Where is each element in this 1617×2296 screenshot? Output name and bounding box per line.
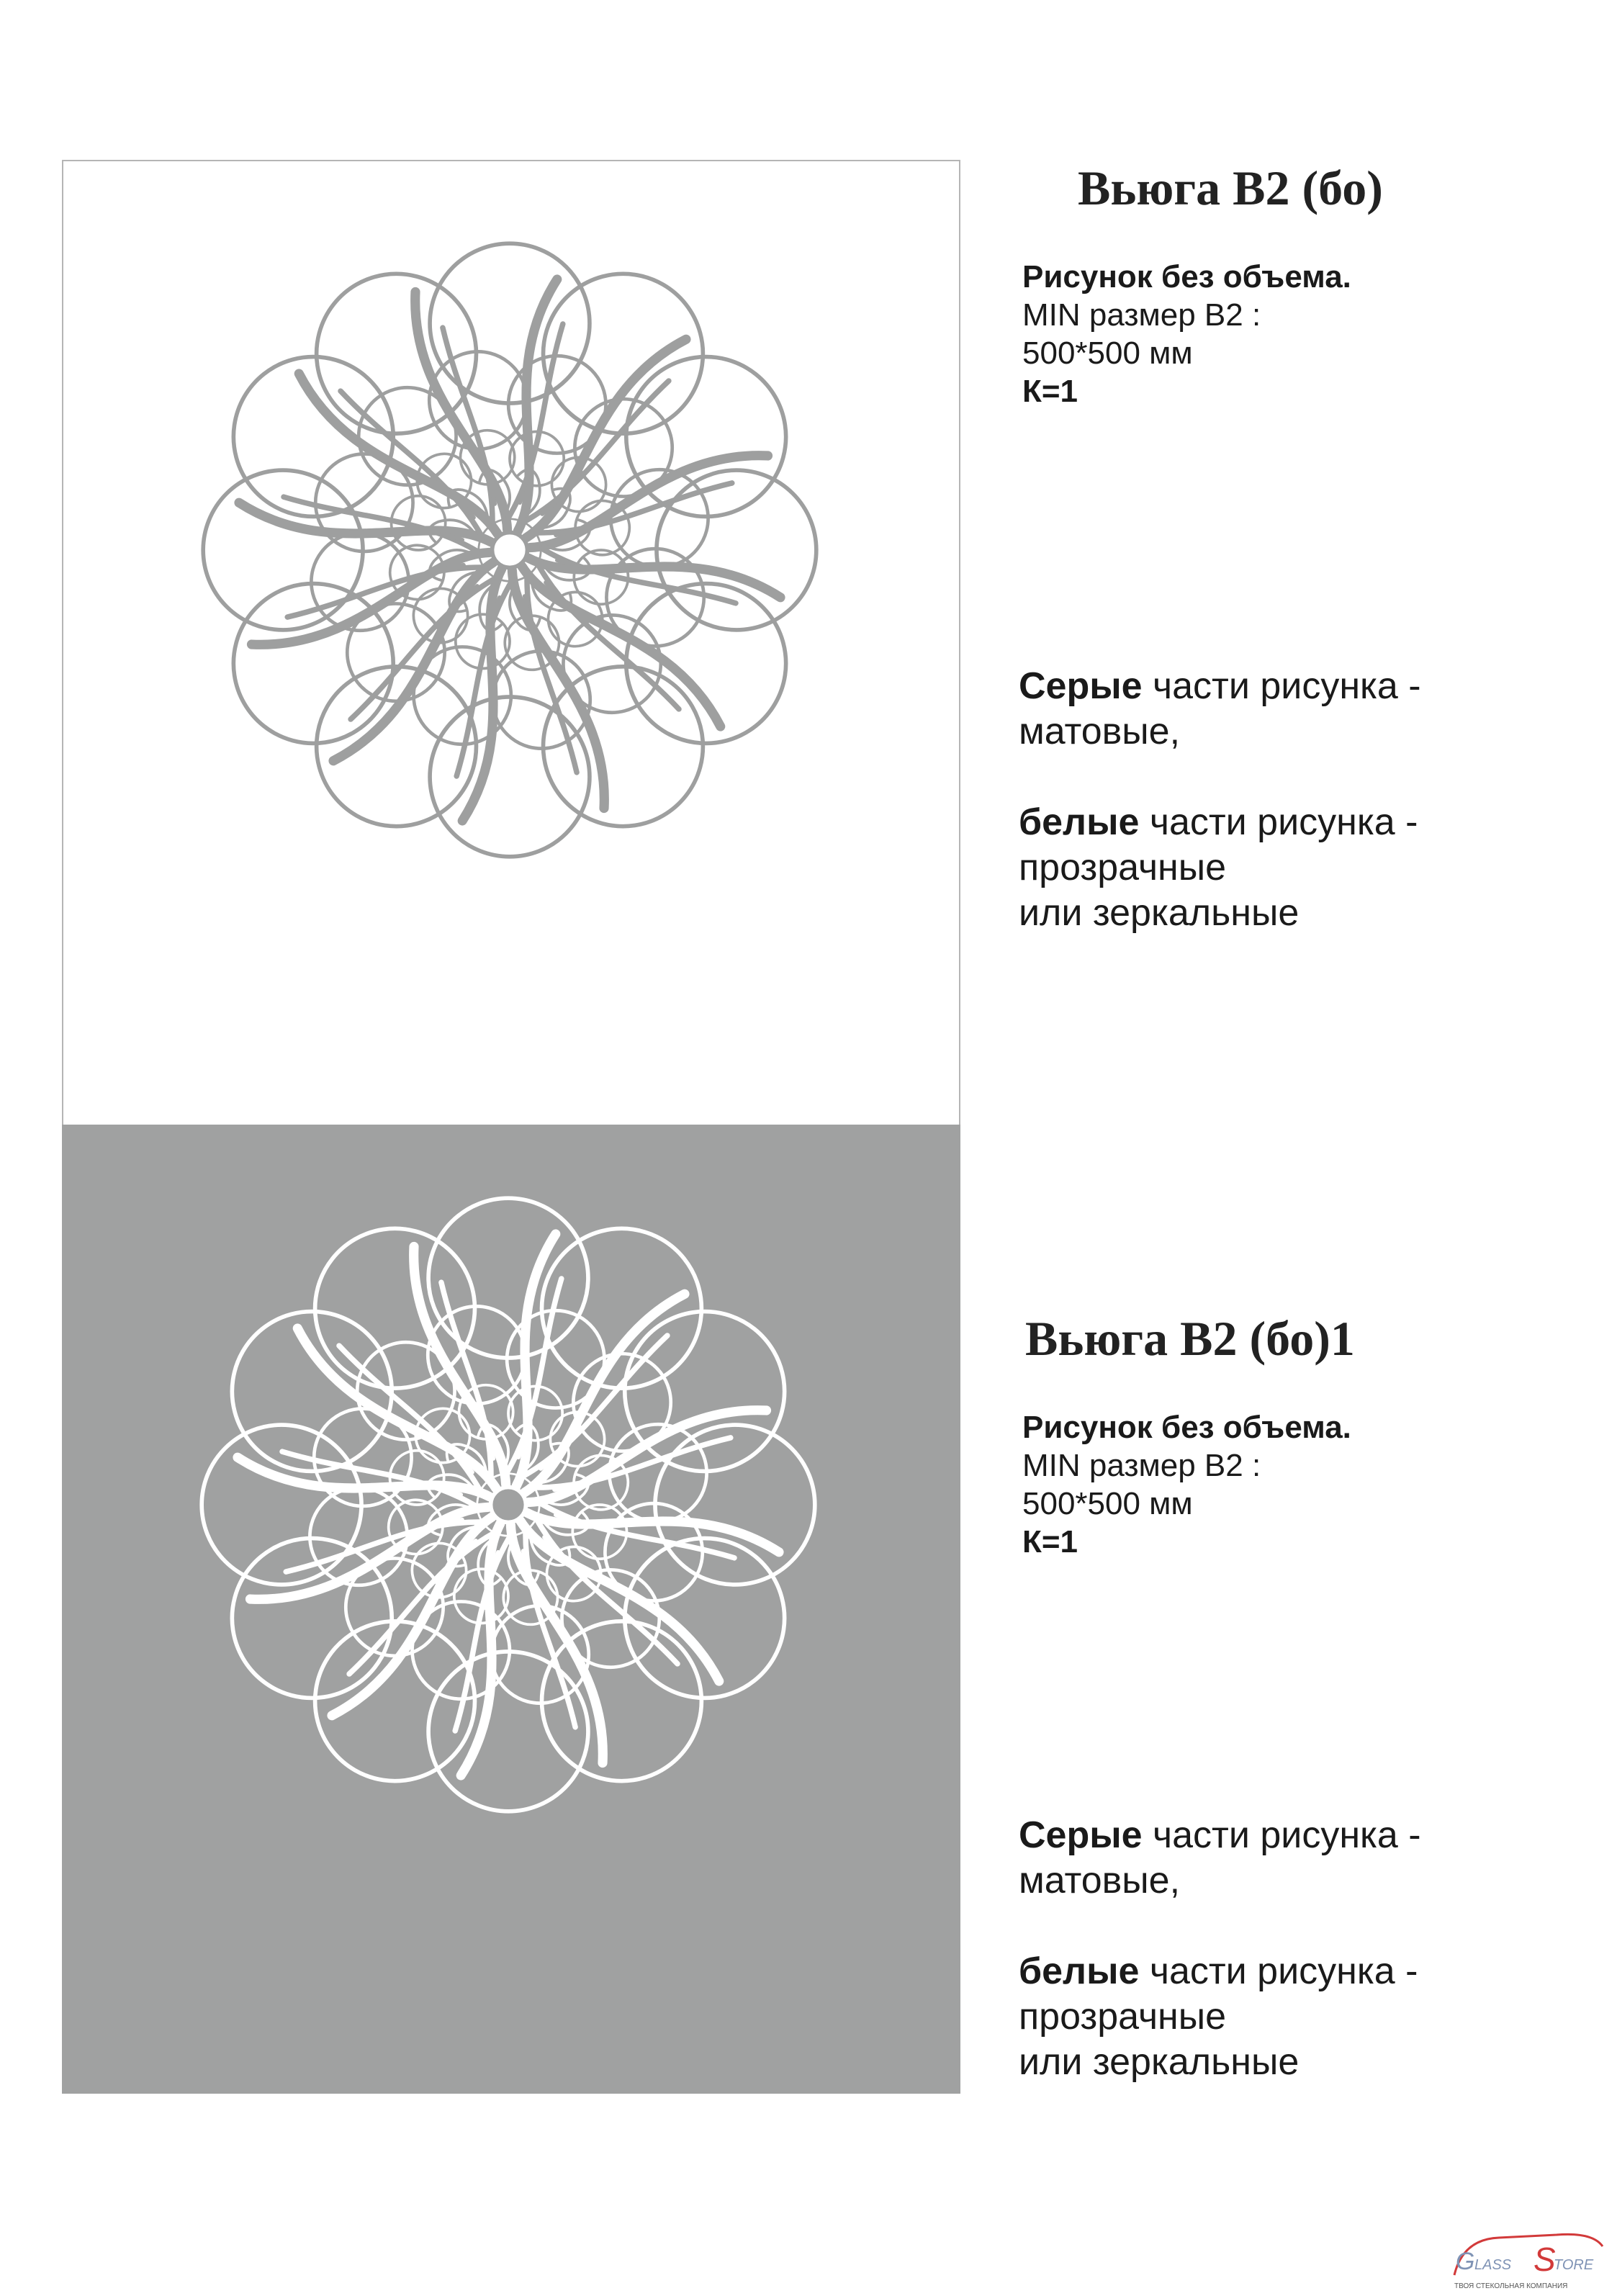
- svg-text:S: S: [1533, 2241, 1556, 2278]
- specs-heading: Рисунок без объема.: [1022, 1410, 1351, 1445]
- design-title-2: Вьюга В2 (бо)1: [1025, 1311, 1355, 1366]
- design-title: Вьюга В2 (бо): [1078, 161, 1383, 215]
- white-parts-line-3: или зеркальные: [1019, 2041, 1300, 2083]
- gray-parts-line-2: матовые,: [1019, 1860, 1181, 1901]
- svg-text:G: G: [1456, 2248, 1475, 2275]
- finish-legend: [1019, 664, 1421, 936]
- white-rest: части рисунка -: [1139, 1950, 1418, 1992]
- coefficient: К=1: [1022, 1524, 1078, 1559]
- gray-parts-line-2: матовые,: [1019, 711, 1181, 752]
- white-parts-line: [1019, 800, 1421, 845]
- min-size-label: MIN размер В2 :: [1022, 297, 1261, 333]
- gray-word: Серые: [1019, 1814, 1143, 1856]
- coefficient: К=1: [1022, 374, 1078, 409]
- svg-text:TORE: TORE: [1554, 2257, 1594, 2273]
- design-panel-bottom: [62, 1125, 960, 2094]
- svg-text:LASS: LASS: [1474, 2257, 1512, 2273]
- min-size-label: MIN размер В2 :: [1022, 1448, 1261, 1483]
- white-parts-line-2: прозрачные: [1019, 1996, 1227, 2038]
- gray-rest: части рисунка -: [1142, 665, 1421, 707]
- design-panel-top: [62, 160, 960, 1125]
- gray-rest: части рисунка -: [1142, 1814, 1421, 1856]
- white-word: белые: [1019, 801, 1140, 843]
- specs-heading: Рисунок без объема.: [1022, 259, 1351, 294]
- min-size-value: 500*500 мм: [1022, 1486, 1193, 1521]
- white-parts-line-3: или зеркальные: [1019, 892, 1300, 934]
- snowflake-rosette-pattern: [171, 212, 848, 888]
- white-parts-line-2: прозрачные: [1019, 847, 1227, 888]
- min-size-value: 500*500 мм: [1022, 336, 1193, 371]
- svg-text:ТВОЯ СТЕКОЛЬНАЯ КОМПАНИЯ: ТВОЯ СТЕКОЛЬНАЯ КОМПАНИЯ: [1454, 2282, 1568, 2290]
- design-specs-2: [1022, 1408, 1351, 1561]
- white-rest: части рисунка -: [1139, 801, 1418, 843]
- glassstore-logo: [1449, 2225, 1608, 2293]
- gray-parts-line: [1019, 664, 1421, 709]
- design-specs: [1022, 258, 1351, 410]
- white-word: белые: [1019, 1950, 1140, 1992]
- snowflake-rosette-pattern-inverted: [170, 1166, 847, 1843]
- finish-legend-2: [1019, 1813, 1421, 2085]
- gray-word: Серые: [1019, 665, 1143, 707]
- gray-parts-line: [1019, 1813, 1421, 1858]
- white-parts-line: [1019, 1949, 1421, 1994]
